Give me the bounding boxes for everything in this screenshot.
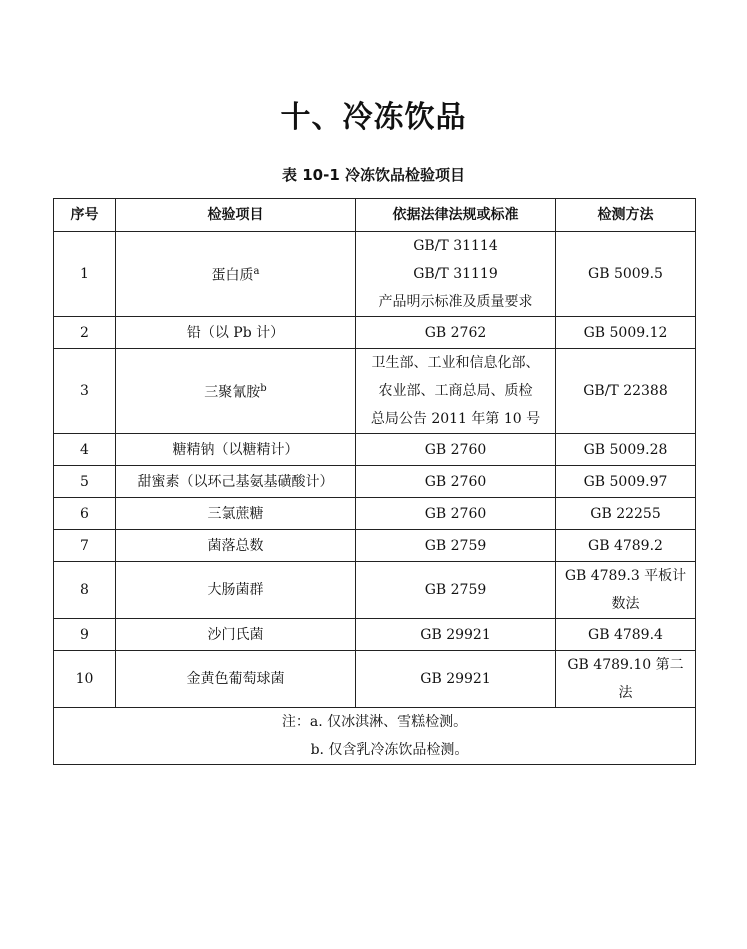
row-method bbox=[556, 498, 696, 530]
row-basis bbox=[356, 530, 556, 562]
method-line: GB 22255 bbox=[590, 505, 661, 522]
row-method bbox=[556, 349, 696, 434]
note-marker: a bbox=[253, 266, 260, 278]
item-name: 甜蜜素（以环己基氨基磺酸计） bbox=[137, 473, 334, 490]
row-number: 2 bbox=[54, 317, 116, 349]
row-method bbox=[556, 619, 696, 651]
row-method bbox=[556, 651, 696, 708]
method-line: 法 bbox=[618, 685, 633, 701]
row-number: 6 bbox=[54, 498, 116, 530]
table-row bbox=[54, 619, 696, 651]
row-item bbox=[116, 498, 356, 530]
basis-line: GB 2759 bbox=[424, 537, 487, 554]
row-item bbox=[116, 562, 356, 619]
method-line: GB 4789.2 bbox=[588, 537, 663, 554]
row-number: 1 bbox=[54, 232, 116, 317]
basis-line: GB 2759 bbox=[424, 582, 487, 598]
row-basis bbox=[356, 498, 556, 530]
row-basis bbox=[356, 466, 556, 498]
item-name: 三聚氰胺 bbox=[204, 384, 261, 401]
table-header-row bbox=[54, 199, 696, 232]
item-name: 铅（以 Pb 计） bbox=[186, 324, 285, 341]
basis-line: GB/T 31119 bbox=[413, 266, 498, 282]
row-item bbox=[116, 434, 356, 466]
method-line: 数法 bbox=[611, 596, 640, 612]
row-basis bbox=[356, 562, 556, 619]
item-name: 沙门氏菌 bbox=[207, 626, 264, 643]
method-line: GB 5009.5 bbox=[588, 266, 663, 282]
row-basis bbox=[356, 349, 556, 434]
table-row bbox=[54, 530, 696, 562]
row-number: 9 bbox=[54, 619, 116, 651]
note-b: b. 仅含乳冷冻饮品检测。 bbox=[310, 742, 469, 758]
item-name: 三氯蔗糖 bbox=[207, 505, 264, 522]
table-row bbox=[54, 434, 696, 466]
method-line: GB 5009.12 bbox=[583, 324, 668, 341]
row-basis bbox=[356, 317, 556, 349]
table-row bbox=[54, 349, 696, 434]
item-name: 金黄色葡萄球菌 bbox=[186, 671, 285, 687]
row-basis bbox=[356, 651, 556, 708]
notes-row bbox=[54, 708, 696, 765]
notes-cell bbox=[54, 708, 696, 765]
basis-line: GB 2760 bbox=[424, 441, 487, 458]
row-basis bbox=[356, 232, 556, 317]
row-item bbox=[116, 619, 356, 651]
row-item bbox=[116, 317, 356, 349]
table-row bbox=[54, 562, 696, 619]
note-a: 注：a. 仅冰淇淋、雪糕检测。 bbox=[281, 714, 468, 730]
row-method bbox=[556, 530, 696, 562]
header-basis: 依据法律法规或标准 bbox=[356, 199, 556, 232]
row-method bbox=[556, 317, 696, 349]
basis-line: GB 29921 bbox=[420, 671, 491, 687]
header-item: 检验项目 bbox=[116, 199, 356, 232]
method-line: GB 4789.3 平板计 bbox=[564, 568, 687, 584]
row-basis bbox=[356, 619, 556, 651]
row-method bbox=[556, 466, 696, 498]
row-number: 10 bbox=[54, 651, 116, 708]
header-no: 序号 bbox=[54, 199, 116, 232]
row-number: 7 bbox=[54, 530, 116, 562]
basis-line: GB 2760 bbox=[424, 473, 487, 490]
basis-line: GB 2762 bbox=[424, 324, 487, 341]
basis-line: 卫生部、工业和信息化部、 bbox=[371, 355, 540, 371]
table-row bbox=[54, 651, 696, 708]
row-method bbox=[556, 562, 696, 619]
header-method: 检测方法 bbox=[556, 199, 696, 232]
row-item bbox=[116, 466, 356, 498]
row-item bbox=[116, 530, 356, 562]
basis-line: GB/T 31114 bbox=[413, 238, 498, 254]
basis-line: 农业部、工商总局、质检 bbox=[378, 383, 533, 399]
basis-line: 产品明示标准及质量要求 bbox=[378, 294, 533, 310]
method-line: GB 4789.10 第二 bbox=[567, 657, 684, 673]
table-row bbox=[54, 317, 696, 349]
basis-line: GB 29921 bbox=[420, 626, 491, 643]
item-name: 菌落总数 bbox=[207, 537, 264, 554]
row-number: 8 bbox=[54, 562, 116, 619]
row-item bbox=[116, 232, 356, 317]
row-item bbox=[116, 349, 356, 434]
table-body bbox=[54, 232, 696, 708]
table-caption: 表 10-1 冷冻饮品检验项目 bbox=[282, 166, 465, 184]
row-method bbox=[556, 434, 696, 466]
page-title: 十、冷冻饮品 bbox=[280, 100, 467, 135]
table-row bbox=[54, 466, 696, 498]
method-line: GB/T 22388 bbox=[583, 383, 668, 399]
note-marker: b bbox=[260, 383, 267, 395]
inspection-table bbox=[53, 198, 696, 765]
row-method bbox=[556, 232, 696, 317]
basis-line: GB 2760 bbox=[424, 505, 487, 522]
item-name: 蛋白质 bbox=[211, 267, 254, 284]
method-line: GB 4789.4 bbox=[588, 626, 663, 643]
item-name: 糖精钠（以糖精计） bbox=[172, 441, 299, 458]
row-item bbox=[116, 651, 356, 708]
row-basis bbox=[356, 434, 556, 466]
method-line: GB 5009.97 bbox=[583, 473, 668, 490]
row-number: 3 bbox=[54, 349, 116, 434]
table-row bbox=[54, 232, 696, 317]
table-row bbox=[54, 498, 696, 530]
method-line: GB 5009.28 bbox=[583, 441, 668, 458]
row-number: 5 bbox=[54, 466, 116, 498]
row-number: 4 bbox=[54, 434, 116, 466]
item-name: 大肠菌群 bbox=[207, 582, 264, 598]
basis-line: 总局公告 2011 年第 10 号 bbox=[370, 411, 541, 427]
